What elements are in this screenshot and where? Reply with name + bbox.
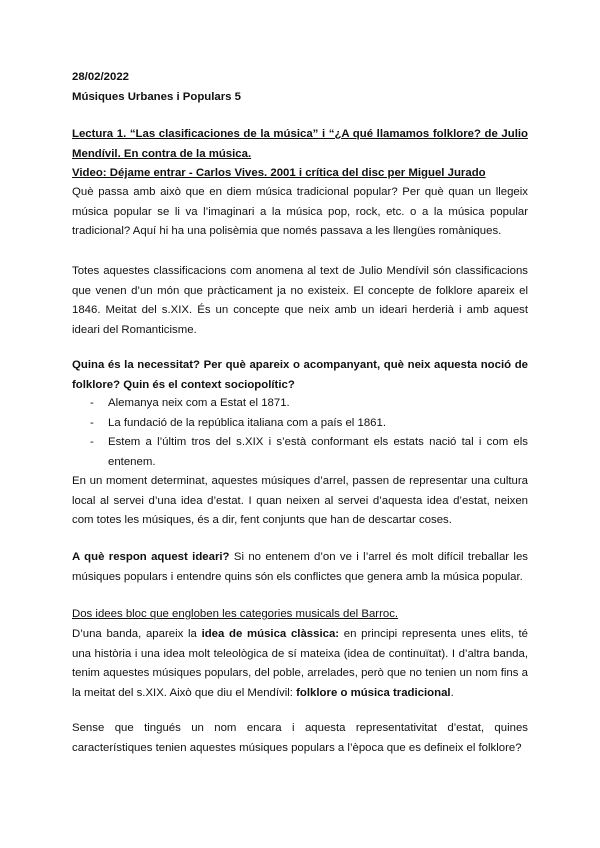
course-title: Músiques Urbanes i Populars 5 — [72, 91, 242, 103]
list-item — [90, 433, 528, 472]
list-dash: - — [90, 436, 94, 448]
video-title: Video: Déjame entrar - Carlos Vives. 2001 i crítica del disc per Miguel Jurado — [72, 167, 486, 179]
classical-music-idea: idea de música clàssica: — [201, 628, 340, 640]
section-subheading: Dos idees bloc que engloben les categories musicals del Barroc. — [72, 608, 399, 620]
list-item-text: La fundació de la república italiana com a país el 1861. — [108, 417, 386, 429]
paragraph-2: Totes aquestes classificacions com anomena al text de Julio Mendívil són classificacions que venen d’un món que pràcticament ja no existeix. El concepte de folklore apareix el 1846. Meitat del s.XIX. És un concepte que neix amb un ideari herderià i amb aquest ideari del Romanticisme. — [72, 265, 528, 336]
question-heading: Quina és la necessitat? Per què apareix o acompanyant, què neix aquesta noció de folklore? Quin és el context sociopolític? — [72, 359, 528, 391]
list-item — [90, 394, 528, 414]
list-dash: - — [90, 417, 94, 429]
paragraph-5-text-2: en principi representa unes elits, té una història i una idea molt teleològica de sí mateixa (idea de continuïtat). I d’altra banda, tenim aquestes músiques populars, del poble, arrelades, però que no tenien un nom fins a la meitat del s.XIX. Això que diu el Mendívil: — [72, 628, 529, 699]
list-item-text: Estem a l’últim tros del s.XIX i s’està conformant els estats nació tal i com els entenem. — [108, 436, 528, 468]
list-item-text: Alemanya neix com a Estat el 1871. — [108, 397, 290, 409]
reading-title: Lectura 1. “Las clasificaciones de la música” i “¿A qué llamamos folklore? de Julio Mendívil. En contra de la música. — [72, 128, 528, 160]
folklore-term: folklore o música tradicional — [296, 686, 451, 699]
paragraph-4 — [72, 548, 528, 587]
document-date: 28/02/2022 — [72, 71, 130, 83]
paragraph-3: En un moment determinat, aquestes músiques d’arrel, passen de representar una cultura local al servei d’una idea d’estat. I quan neixen al servei d’aquesta idea d’estat, neixen com totes les músiques, és a dir, fent conjunts que han de descartar coses. — [72, 475, 528, 526]
paragraph-4-bold: A què respon aquest ideari? — [72, 551, 230, 563]
paragraph-5-text-1: D’una banda, apareix la — [72, 628, 202, 640]
paragraph-5 — [72, 625, 528, 703]
paragraph-1: Què passa amb això que en diem música tradicional popular? Per què quan un llegeix música popular se li va l’imaginari a la música pop, rock, etc. o a la música popular tradicional? Aquí hi ha una polisèmia que només passava a les llengües romàniques. — [72, 186, 528, 237]
paragraph-5-text-3: . — [450, 686, 454, 699]
list-dash: - — [90, 397, 94, 409]
list-item — [90, 414, 528, 434]
paragraph-6: Sense que tingués un nom encara i aquesta representativitat d’estat, quines característiques tenien aquestes músiques populars a l’època que es defineix el folklore? — [72, 722, 528, 754]
paragraph-4-text: Si no entenem d’on ve i l’arrel és molt difícil treballar les músiques populars i entendre quins són els conflictes que genera amb la música popular. — [72, 551, 528, 583]
